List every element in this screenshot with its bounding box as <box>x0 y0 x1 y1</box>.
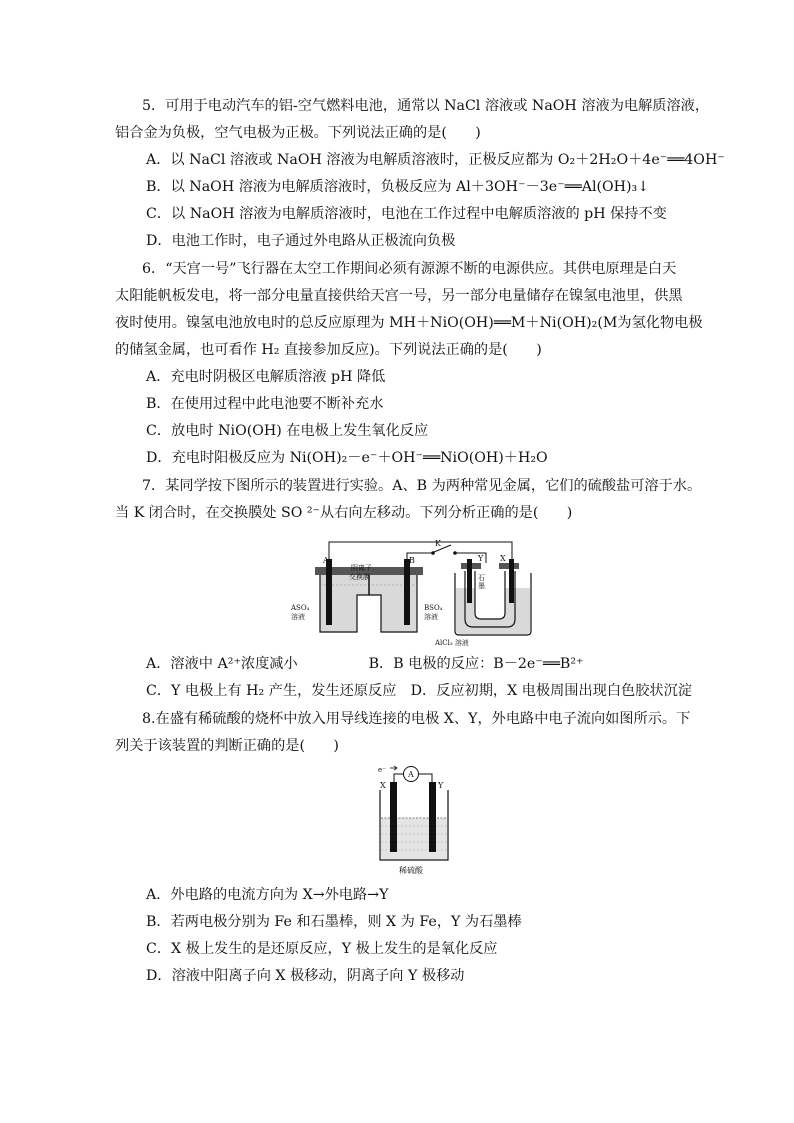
electrode-x <box>509 559 514 603</box>
label-y: Y <box>478 554 484 563</box>
electrode-x <box>390 782 397 852</box>
q7-stem-line1: 7．某同学按下图所示的装置进行实验。A、B 为两种常见金属，它们的硫酸盐可溶于水。 <box>142 478 702 494</box>
graphite-label-2: 墨 <box>478 582 485 590</box>
mid-solution-1: BSO₄ <box>424 604 443 612</box>
mid-solution-2: 溶液 <box>424 613 438 621</box>
q6-option-d: D．充电时阳极反应为 Ni(OH)₂－e⁻＋OH⁻══NiO(OH)＋H₂O <box>146 450 548 466</box>
left-solution-2: 溶液 <box>291 613 305 621</box>
q8-option-d: D．溶液中阳离子向 X 极移动，阴离子向 Y 极移动 <box>146 968 465 984</box>
k-label: K <box>435 539 441 548</box>
q6-stem-line1: 6．“天宫一号”飞行器在太空工作期间必须有源源不断的电源供应。其供电原理是白天 <box>142 261 677 277</box>
electrode-y-label: Y <box>438 781 444 790</box>
membrane-label-2: 交换膜 <box>349 573 370 581</box>
right-solution-label: AlCl₃ 溶液 <box>435 639 469 647</box>
electrode-y <box>467 559 472 603</box>
q6-option-b: B．在使用过程中此电池要不断补充水 <box>146 396 384 412</box>
q8-stem-line2: 列关于该装置的判断正确的是( ) <box>115 738 339 754</box>
electrode-y <box>429 782 436 852</box>
q5-option-b: B．以 NaOH 溶液为电解质溶液时，负极反应为 Al＋3OH⁻－3e⁻══Al(OH)₃↓ <box>146 179 650 195</box>
label-a: A <box>323 556 329 565</box>
q8-beaker-figure <box>368 762 458 880</box>
q7-options-ab: A．溶液中 A²⁺浓度减小 B．B 电极的反应：B－2e⁻══B²⁺ <box>146 656 584 672</box>
q8-option-a: A．外电路的电流方向为 X→外电路→Y <box>146 887 389 903</box>
q5-stem-line2: 铝合金为负极，空气电极为正极。下列说法正确的是( ) <box>115 125 481 141</box>
q6-option-c: C．放电时 NiO(OH) 在电极上发生氧化反应 <box>146 423 429 439</box>
q7-options-cd: C．Y 电极上有 H₂ 产生，发生还原反应 D．反应初期，X 电极周围出现白色胶状沉淀 <box>146 683 692 699</box>
left-solution-1: ASO₄ <box>291 604 310 612</box>
q6-option-a: A．充电时阴极区电解质溶液 pH 降低 <box>146 369 386 385</box>
q5-option-d: D．电池工作时，电子通过外电路从正极流向负极 <box>146 233 456 249</box>
graphite-label-1: 石 <box>478 574 485 582</box>
q5-option-c: C．以 NaOH 溶液为电解质溶液时，电池在工作过程中电解质溶液的 pH 保持不变 <box>146 206 667 222</box>
electrode-a <box>326 559 332 625</box>
membrane-label-1: 阴离子 <box>351 564 372 572</box>
q7-stem-line2: 当 K 闭合时，在交换膜处 SO ²⁻从右向左移动。下列分析正确的是( ) <box>115 505 573 521</box>
q8-stem-line1: 8.在盛有稀硫酸的烧杯中放入用导线连接的电极 X、Y，外电路中电子流向如图所示。下 <box>142 711 691 727</box>
q5-option-a: A．以 NaCl 溶液或 NaOH 溶液为电解质溶液时，正极反应都为 O₂＋2H₂O＋4e⁻══4OH⁻ <box>146 152 725 168</box>
ammeter-label: A <box>408 770 414 779</box>
label-b: B <box>409 556 415 565</box>
electrode-b <box>404 559 410 625</box>
electrode-x-label: X <box>380 781 386 790</box>
q6-stem-line2: 太阳能帆板发电，将一部分电量直接供给天宫一号，另一部分电量储存在镍氢电池里，供黑 <box>115 288 683 304</box>
q7-apparatus-figure <box>285 533 535 648</box>
q8-option-c: C．X 极上发生的是还原反应，Y 极上发生的是氧化反应 <box>146 941 498 957</box>
label-x: X <box>500 554 506 563</box>
electron-label: e⁻ <box>378 766 386 774</box>
q5-stem-line1: 5．可用于电动汽车的铝-空气燃料电池，通常以 NaCl 溶液或 NaOH 溶液为电解质溶液， <box>142 98 710 114</box>
solution-label: 稀硫酸 <box>399 866 423 875</box>
q6-stem-line3: 夜时使用。镍氢电池放电时的总反应原理为 MH＋NiO(OH)══M＋Ni(OH)₂(M为氢化物电极 <box>115 315 703 331</box>
q8-option-b: B．若两电极分别为 Fe 和石墨棒，则 X 为 Fe，Y 为石墨棒 <box>146 914 522 930</box>
q6-stem-line4: 的储氢金属，也可看作 H₂ 直接参加反应)。下列说法正确的是( ) <box>115 342 542 358</box>
